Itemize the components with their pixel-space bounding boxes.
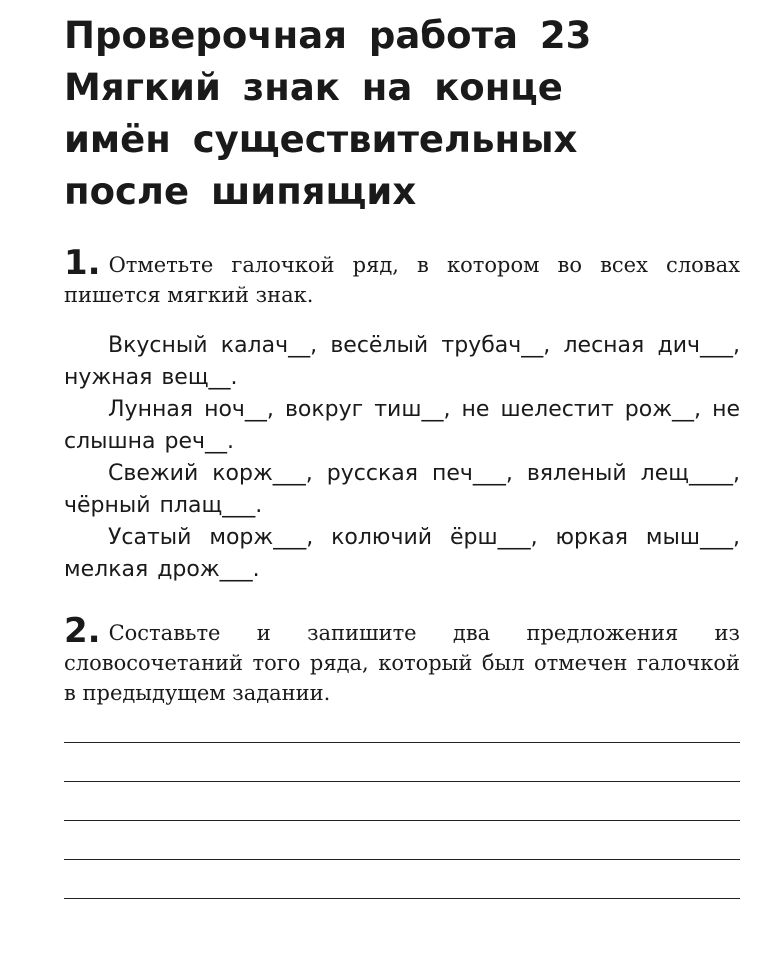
task-1-number: 1. — [64, 243, 101, 283]
answer-lines — [64, 742, 740, 899]
task-1-text: Отметьте галочкой ряд, в котором во всех словах пишется мягкий знак. — [64, 253, 740, 307]
answer-line-3[interactable] — [64, 820, 740, 821]
worksheet — [64, 10, 740, 937]
word-rows — [64, 330, 740, 586]
title-line-1: Проверочная работа 23 — [64, 14, 592, 57]
answer-line-5[interactable] — [64, 898, 740, 899]
task-2-text: Составьте и запишите два предложения из словосочетаний того ряда, который был отмечен галочкой в предыдущем задании. — [64, 621, 740, 705]
answer-line-4[interactable] — [64, 859, 740, 860]
title-line-4: после шипящих — [64, 170, 417, 213]
word-row-2[interactable]: Лунная ноч__, вокруг тиш__, не шелестит рож__, не слышна реч__. — [64, 397, 740, 454]
answer-line-1[interactable] — [64, 742, 740, 743]
answer-line-2[interactable] — [64, 781, 740, 782]
task-2-instruction — [64, 611, 740, 708]
word-row-4[interactable]: Усатый морж___, колючий ёрш___, юркая мыш___, мелкая дрож___. — [64, 525, 740, 582]
title-line-3: имён существительных — [64, 118, 578, 161]
page-title — [64, 10, 740, 218]
task-2-number: 2. — [64, 611, 101, 651]
word-row-3[interactable]: Свежий корж___, русская печ___, вяленый лещ____, чёрный плащ___. — [64, 461, 740, 518]
task-1-instruction — [64, 243, 740, 310]
title-line-2: Мягкий знак на конце — [64, 66, 563, 109]
word-row-1[interactable]: Вкусный калач__, весёлый трубач__, лесная дич___, нужная вещ__. — [64, 333, 740, 390]
